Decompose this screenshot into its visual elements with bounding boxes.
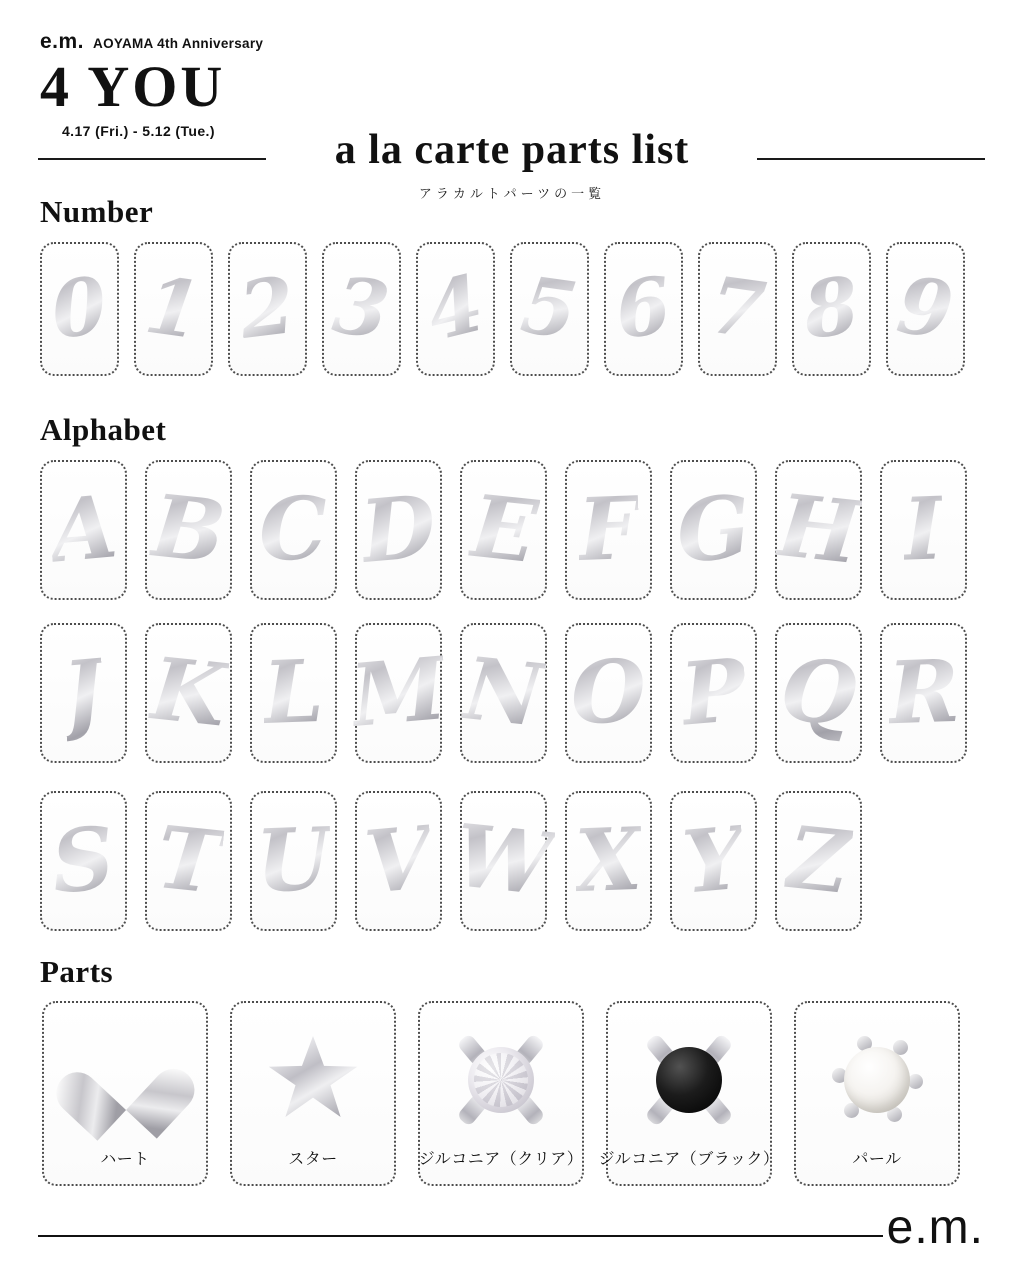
letter-g-card (670, 460, 757, 600)
page-title: a la carte parts list (334, 127, 690, 173)
number-4-charm: 4 (413, 237, 498, 380)
number-5-card (510, 242, 589, 376)
number-7-card (698, 242, 777, 376)
letter-i-card (880, 460, 967, 600)
letter-r-charm: R (885, 622, 961, 764)
letter-h-charm: H (771, 456, 866, 604)
letter-t-charm: T (149, 788, 227, 934)
part-card (598, 1001, 780, 1186)
letter-w-card (450, 791, 557, 931)
brand-line (40, 30, 263, 54)
number-9-card (886, 242, 965, 376)
letter-i-charm: I (901, 459, 946, 600)
number-row (40, 242, 965, 376)
part-card (418, 1001, 584, 1186)
alphabet-row-3 (40, 791, 862, 931)
letter-k-charm: K (144, 619, 233, 766)
number-3-card (322, 242, 401, 376)
letter-v-card (355, 791, 442, 931)
event-name: AOYAMA 4th Anniversary (93, 36, 264, 51)
part-label: スター (288, 1151, 338, 1168)
letter-p-charm: P (675, 620, 752, 765)
letter-b-card (145, 460, 232, 600)
alphabet-heading: Alphabet (40, 412, 167, 447)
letter-s-card (40, 791, 127, 931)
number-6-charm: 6 (608, 239, 678, 379)
letter-j-charm: J (57, 621, 110, 764)
letter-x-card (565, 791, 652, 931)
alphabet-row-2 (40, 623, 967, 763)
parts-heading: Parts (40, 954, 114, 989)
letter-m-card (346, 623, 451, 763)
heart-icon (44, 1017, 206, 1143)
letter-y-card (670, 791, 757, 931)
part-card (794, 1001, 960, 1186)
number-6-card (604, 242, 683, 376)
number-3-charm: 3 (325, 239, 397, 379)
part-label: ジルコニア（クリア） (418, 1151, 584, 1168)
brand-logo: e.m. (40, 30, 85, 53)
letter-h-card (772, 460, 865, 600)
letter-o-charm: O (569, 622, 649, 765)
letter-a-charm: A (44, 457, 123, 602)
letter-t-card (145, 791, 232, 931)
title-divider-right (757, 158, 985, 160)
header (40, 30, 263, 139)
number-2-charm: 2 (232, 239, 302, 379)
footer-logo: e.m. (886, 1201, 984, 1254)
letter-w-charm: W (448, 786, 559, 935)
letter-r-card (880, 623, 967, 763)
number-8-card (792, 242, 871, 376)
number-4-card (416, 242, 495, 376)
letter-e-card (460, 460, 547, 600)
letter-v-charm: V (359, 788, 438, 933)
letter-c-card (250, 460, 337, 600)
letter-l-charm: L (261, 622, 326, 764)
letter-m-charm: M (345, 619, 452, 767)
letter-e-charm: E (464, 457, 544, 603)
letter-z-charm: Z (780, 788, 857, 934)
page-subtitle: アラカルトパーツの一覧 (418, 186, 606, 201)
number-2-card (228, 242, 307, 376)
zirconia-black-icon (608, 1017, 770, 1143)
star-icon (232, 1017, 394, 1143)
letter-z-card (775, 791, 862, 931)
letter-d-charm: D (355, 457, 441, 603)
footer-divider (38, 1235, 883, 1237)
letter-c-charm: C (257, 459, 330, 601)
number-1-charm: 1 (137, 239, 209, 379)
letter-x-charm: X (573, 790, 645, 932)
part-label: ハート (100, 1151, 150, 1168)
number-5-charm: 5 (513, 239, 585, 379)
letter-q-card (775, 623, 862, 763)
event-title: 4 YOU (40, 54, 226, 119)
part-label: パール (852, 1151, 902, 1168)
number-0-charm: 0 (44, 239, 114, 379)
letter-g-charm: G (671, 457, 756, 603)
number-1-card (134, 242, 213, 376)
letter-n-charm: N (457, 619, 550, 766)
letter-u-card (250, 791, 337, 931)
letter-s-charm: S (46, 789, 120, 934)
number-0-card (40, 242, 119, 376)
part-card (230, 1001, 396, 1186)
number-9-charm: 9 (889, 239, 961, 379)
letter-k-card (145, 623, 232, 763)
letter-l-card (250, 623, 337, 763)
alphabet-row-1 (40, 460, 967, 600)
letter-f-card (565, 460, 652, 600)
page-title-block (0, 126, 1024, 202)
pearl-icon (796, 1017, 958, 1143)
number-heading: Number (40, 194, 154, 229)
event-dates: 4.17 (Fri.) - 5.12 (Tue.) (62, 123, 215, 139)
letter-a-card (40, 460, 127, 600)
letter-j-card (40, 623, 127, 763)
number-8-charm: 8 (796, 239, 866, 379)
letter-y-charm: Y (677, 789, 750, 934)
letter-d-card (355, 460, 442, 600)
parts-row (42, 1001, 960, 1186)
letter-n-card (460, 623, 547, 763)
zirconia-clear-icon (420, 1017, 582, 1143)
number-7-charm: 7 (701, 239, 773, 379)
letter-p-card (670, 623, 757, 763)
letter-b-charm: B (145, 457, 232, 604)
part-label: ジルコニア（ブラック） (598, 1151, 780, 1168)
part-card (42, 1001, 208, 1186)
letter-o-card (565, 623, 652, 763)
letter-q-charm: Q (774, 619, 863, 766)
letter-f-charm: F (576, 459, 642, 601)
letter-u-charm: U (254, 790, 334, 933)
